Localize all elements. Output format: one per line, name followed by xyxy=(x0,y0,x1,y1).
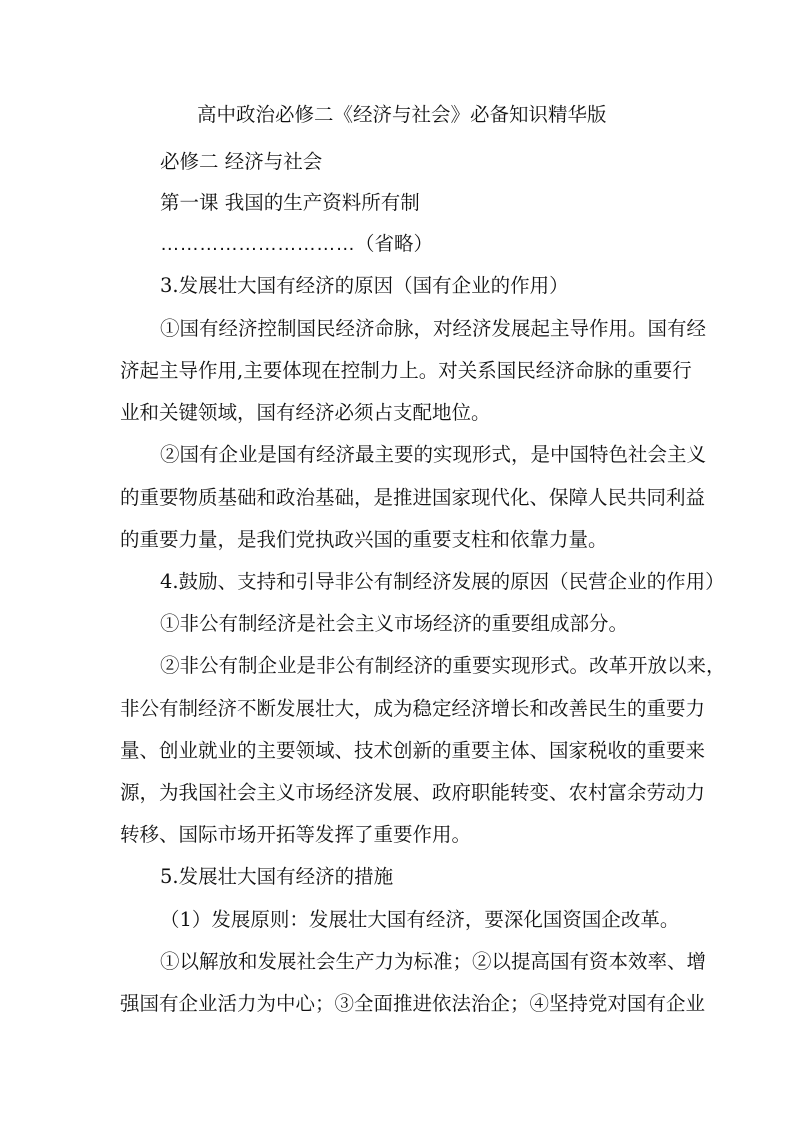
paragraph-line: ②非公有制企业是非公有制经济的重要实现形式。改革开放以来， xyxy=(160,654,726,677)
section-heading: 4.鼓励、支持和引导非公有制经济发展的原因（民营企业的作用） xyxy=(160,570,725,593)
section-heading: 3.发展壮大国有经济的原因（国有企业的作用） xyxy=(160,274,569,297)
paragraph-line: ①非公有制经济是社会主义市场经济的重要组成部分。 xyxy=(160,612,629,635)
paragraph-line: 量、创业就业的主要领域、技术创新的重要主体、国家税收的重要来 xyxy=(120,739,706,762)
paragraph-line: 转移、国际市场开拓等发挥了重要作用。 xyxy=(120,823,472,846)
paragraph-line: 的重要力量，是我们党执政兴国的重要支柱和依靠力量。 xyxy=(120,528,608,551)
paragraph-line: ①国有经济控制国民经济命脉，对经济发展起主导作用。国有经 xyxy=(160,317,707,340)
paragraph-line: ①以解放和发展社会生产力为标准；②以提高国有资本效率、增 xyxy=(160,950,707,973)
book-heading: 必修二 经济与社会 xyxy=(160,150,323,173)
paragraph-line: （1）发展原则：发展壮大国有经济，要深化国资国企改革。 xyxy=(160,908,680,931)
paragraph-line: 源，为我国社会主义市场经济发展、政府职能转变、农村富余劳动力 xyxy=(120,781,706,804)
paragraph-line: 非公有制经济不断发展壮大，成为稳定经济增长和改善民生的重要力 xyxy=(120,697,706,720)
paragraph-line: 的重要物质基础和政治基础，是推进国家现代化、保障人民共同利益 xyxy=(120,486,706,509)
lesson-heading: 第一课 我国的生产资料所有制 xyxy=(160,191,420,214)
paragraph-line: ②国有企业是国有经济最主要的实现形式，是中国特色社会主义 xyxy=(160,443,707,466)
document-title: 高中政治必修二《经济与社会》必备知识精华版 xyxy=(197,103,607,126)
paragraph-line: 强国有企业活力为中心；③全面推进依法治企；④坚持党对国有企业 xyxy=(120,992,706,1015)
omitted-note: …………………………（省略） xyxy=(160,233,434,255)
paragraph-line: 业和关键领域，国有经济必须占支配地位。 xyxy=(120,401,491,424)
paragraph-line: 济起主导作用,主要体现在控制力上。对关系国民经济命脉的重要行 xyxy=(120,359,692,382)
section-heading: 5.发展壮大国有经济的措施 xyxy=(160,865,394,888)
